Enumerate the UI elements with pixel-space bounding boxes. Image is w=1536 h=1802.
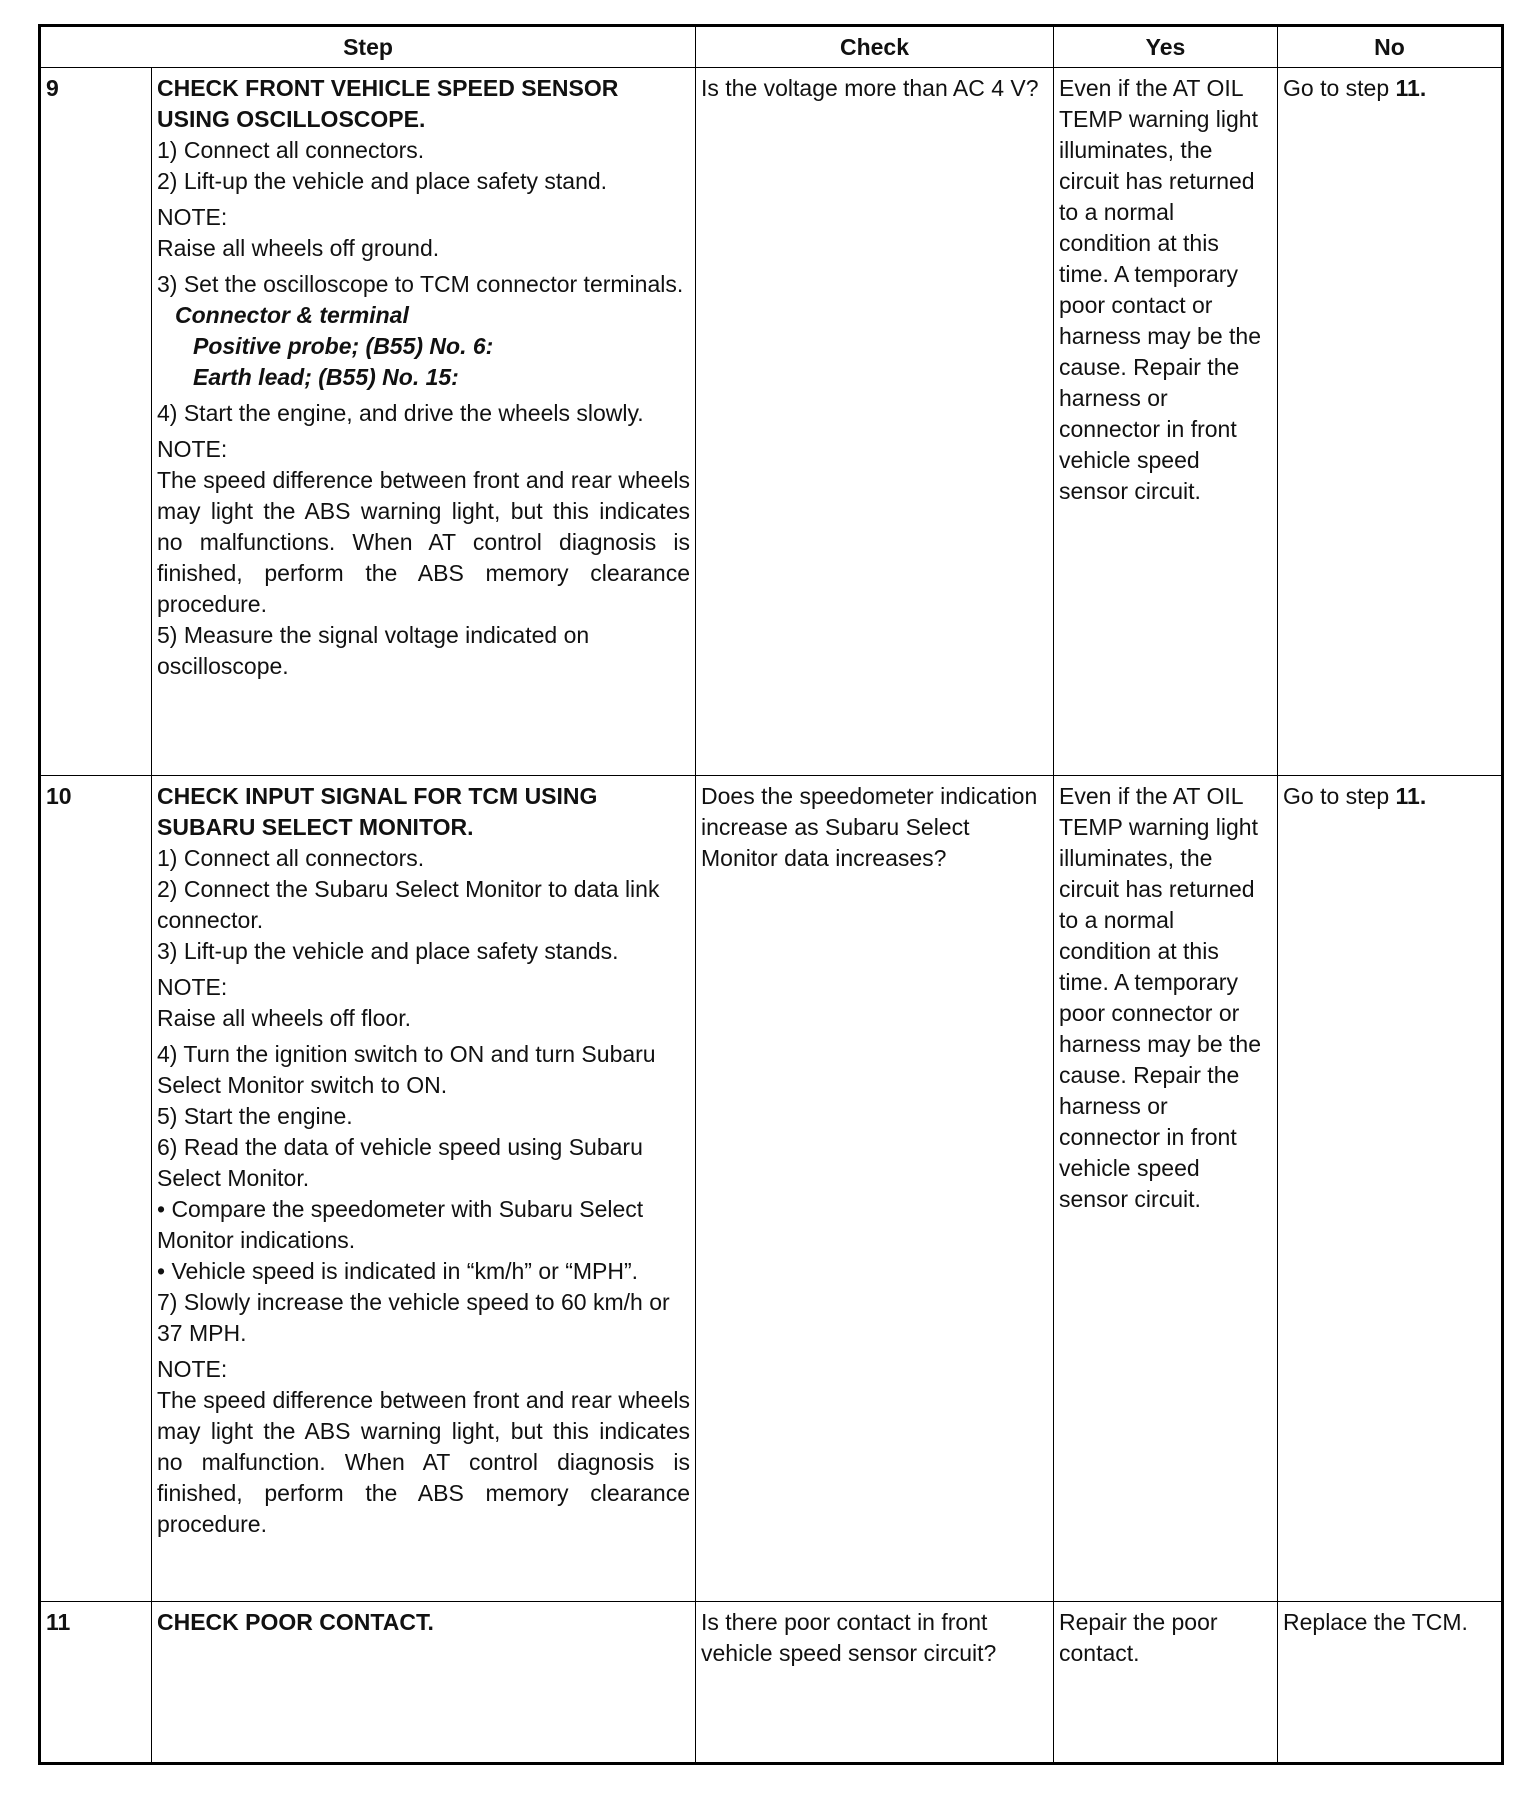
- connector-spec-positive: Positive probe; (B55) No. 6:: [193, 333, 494, 359]
- note-label: NOTE:: [157, 1356, 228, 1382]
- note-label: NOTE:: [157, 204, 228, 230]
- step-item: 5) Measure the signal voltage indicated on oscilloscope.: [157, 622, 590, 679]
- step-item: 2) Lift-up the vehicle and place safety stand.: [157, 168, 608, 194]
- header-no: No: [1278, 26, 1503, 68]
- step-procedure: [152, 1602, 696, 1764]
- note-text: The speed difference between front and rear wheels may light the ABS warning light, but this indicates no malfunctions. When AT control diagnosis is finished, perform the ABS memory clearance procedure.: [157, 467, 690, 617]
- step-number: 10: [40, 776, 152, 1602]
- no-action: [1278, 776, 1503, 1602]
- step-item: 3) Set the oscilloscope to TCM connector terminals.: [157, 271, 684, 297]
- bullet-item: • Compare the speedometer with Subaru Select Monitor indications.: [157, 1196, 644, 1253]
- step-item: 4) Start the engine, and drive the wheels slowly.: [157, 400, 644, 426]
- step-number: 11: [40, 1602, 152, 1764]
- note-label: NOTE:: [157, 974, 228, 1000]
- step-item: 7) Slowly increase the vehicle speed to 60 km/h or 37 MPH.: [157, 1289, 670, 1346]
- step-title: CHECK FRONT VEHICLE SPEED SENSOR USING OSCILLOSCOPE.: [157, 75, 619, 132]
- step-item: 6) Read the data of vehicle speed using Subaru Select Monitor.: [157, 1134, 643, 1191]
- table-row-step-10: [40, 776, 1503, 1602]
- no-action-step-ref: 11.: [1395, 783, 1427, 809]
- step-number: 9: [40, 68, 152, 776]
- no-action: [1278, 68, 1503, 776]
- step-procedure: [152, 68, 696, 776]
- yes-action: Repair the poor contact.: [1054, 1602, 1278, 1764]
- step-item: 2) Connect the Subaru Select Monitor to data link connector.: [157, 876, 660, 933]
- bullet-item: • Vehicle speed is indicated in “km/h” or “MPH”.: [157, 1258, 639, 1284]
- step-item: 5) Start the engine.: [157, 1103, 353, 1129]
- note-text: Raise all wheels off ground.: [157, 235, 440, 261]
- step-item: 3) Lift-up the vehicle and place safety stands.: [157, 938, 619, 964]
- header-yes: Yes: [1054, 26, 1278, 68]
- diagnostic-table: [38, 24, 1504, 1765]
- step-procedure: [152, 776, 696, 1602]
- step-item: 4) Turn the ignition switch to ON and turn Subaru Select Monitor switch to ON.: [157, 1041, 656, 1098]
- no-action-prefix: Go to step: [1283, 75, 1396, 101]
- note-label: NOTE:: [157, 436, 228, 462]
- yes-action: Even if the AT OIL TEMP warning light illuminates, the circuit has returned to a normal condition at this time. A temporary poor contact or harness may be the cause. Repair the harness or connector in front vehicle speed sensor circuit.: [1054, 68, 1278, 776]
- no-action-prefix: Go to step: [1283, 783, 1396, 809]
- step-item: 1) Connect all connectors.: [157, 137, 425, 163]
- no-action: Replace the TCM.: [1278, 1602, 1503, 1764]
- no-action-step-ref: 11.: [1395, 75, 1427, 101]
- connector-spec-title: Connector & terminal: [175, 302, 409, 328]
- check-question: Is there poor contact in front vehicle speed sensor circuit?: [696, 1602, 1054, 1764]
- step-title: CHECK INPUT SIGNAL FOR TCM USING SUBARU SELECT MONITOR.: [157, 783, 598, 840]
- yes-action: Even if the AT OIL TEMP warning light illuminates, the circuit has returned to a normal condition at this time. A temporary poor connector or harness may be the cause. Repair the harness or connector in front vehicle speed sensor circuit.: [1054, 776, 1278, 1602]
- table-row-step-11: [40, 1602, 1503, 1764]
- check-question: Is the voltage more than AC 4 V?: [696, 68, 1054, 776]
- diagnostic-table-page: [38, 24, 1501, 1765]
- step-item: 1) Connect all connectors.: [157, 845, 425, 871]
- note-text: The speed difference between front and rear wheels may light the ABS warning light, but this indicates no malfunction. When AT control diagnosis is finished, perform the ABS memory clearance procedure.: [157, 1387, 690, 1537]
- check-question: Does the speedometer indication increase as Subaru Select Monitor data increases?: [696, 776, 1054, 1602]
- header-step: Step: [40, 26, 696, 68]
- table-header-row: [40, 26, 1503, 68]
- step-title: CHECK POOR CONTACT.: [157, 1609, 434, 1635]
- header-check: Check: [696, 26, 1054, 68]
- note-text: Raise all wheels off floor.: [157, 1005, 411, 1031]
- connector-spec-earth: Earth lead; (B55) No. 15:: [193, 364, 459, 390]
- table-row-step-9: [40, 68, 1503, 776]
